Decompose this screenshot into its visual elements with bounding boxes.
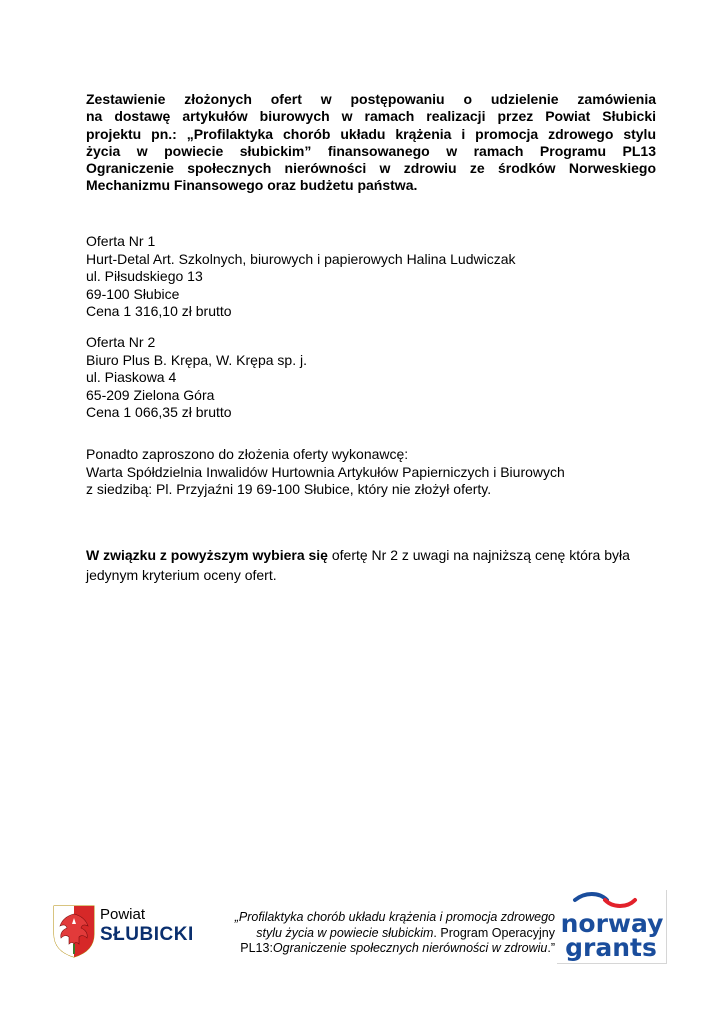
eagle-crest-icon	[52, 904, 96, 958]
heading-line: Mechanizmu Finansowego oraz budżetu państwa.	[86, 177, 418, 194]
invited-intro: Ponadto zaproszono do złożenia oferty wykonawcę:	[86, 446, 409, 462]
slubicki-label: SŁUBICKI	[100, 924, 194, 945]
offer-price: Cena 1 066,35 zł brutto	[86, 404, 232, 420]
offer-company: Biuro Plus B. Krępa, W. Krępa sp. j.	[86, 351, 307, 368]
project-text-normal: PL13:	[240, 941, 273, 955]
powiat-label: Powiat	[100, 906, 146, 923]
offer-company: Hurt-Detal Art. Szkolnych, biurowych i papierowych Halina Ludwiczak	[86, 250, 516, 267]
decision-bold: W związku z powyższym wybiera się	[86, 547, 328, 563]
project-text-italic: Ograniczenie społecznych nierówności w zdrowiu	[272, 941, 548, 955]
invited-address: z siedzibą: Pl. Przyjaźni 19 69-100 Słubice, który nie złożył oferty.	[86, 481, 492, 497]
heading-line: życia w powiecie słubickim” finansowanego w ramach Programu PL13	[86, 142, 656, 159]
norway-logo-line1: norway	[560, 909, 664, 938]
norway-grants-logo	[557, 890, 667, 964]
heading-line: Ograniczenie społecznych nierówności w zdrowiu ze środków Norweskiego	[86, 160, 656, 177]
project-text-normal: .”	[547, 941, 555, 955]
invited-company: Warta Spółdzielnia Inwalidów Hurtownia Artykułów Papierniczych i Biurowych	[86, 463, 565, 480]
project-text-normal: . Program Operacyjny	[433, 925, 555, 940]
decision-text-2: jedynym kryterium oceny ofert.	[86, 567, 277, 583]
offer-street: ul. Piaskowa 4	[86, 369, 177, 385]
offer-city: 65-209 Zielona Góra	[86, 386, 215, 403]
heading-line: Zestawienie złożonych ofert w postępowaniu o udzielenie zamówienia	[86, 91, 656, 107]
heading-line: na dostawę artykułów biurowych w ramach realizacji przez Powiat Słubicki	[86, 108, 656, 125]
norway-logo-line2: grants	[565, 933, 657, 962]
document-heading	[86, 91, 656, 195]
offer-2	[86, 334, 307, 422]
project-text-italic: stylu życia w powiecie słubickim	[256, 925, 434, 940]
decision-paragraph	[86, 545, 666, 585]
offer-price: Cena 1 316,10 zł brutto	[86, 303, 232, 319]
project-text-italic: „Profilaktyka chorób układu krążenia i promocja zdrowego	[234, 910, 555, 924]
offer-street: ul. Piłsudskiego 13	[86, 268, 203, 284]
page-footer	[0, 890, 725, 970]
offer-number: Oferta Nr 2	[86, 334, 156, 350]
decision-text: ofertę Nr 2 z uwagi na najniższą cenę która była	[327, 547, 630, 563]
invited-contractor	[86, 446, 565, 499]
offer-city: 69-100 Słubice	[86, 285, 180, 302]
offer-number: Oferta Nr 1	[86, 233, 156, 249]
offer-1	[86, 233, 516, 321]
heading-line: projektu pn.: „Profilaktyka chorób układu krążenia i promocja zdrowego stylu	[86, 125, 656, 142]
project-description	[210, 910, 555, 957]
